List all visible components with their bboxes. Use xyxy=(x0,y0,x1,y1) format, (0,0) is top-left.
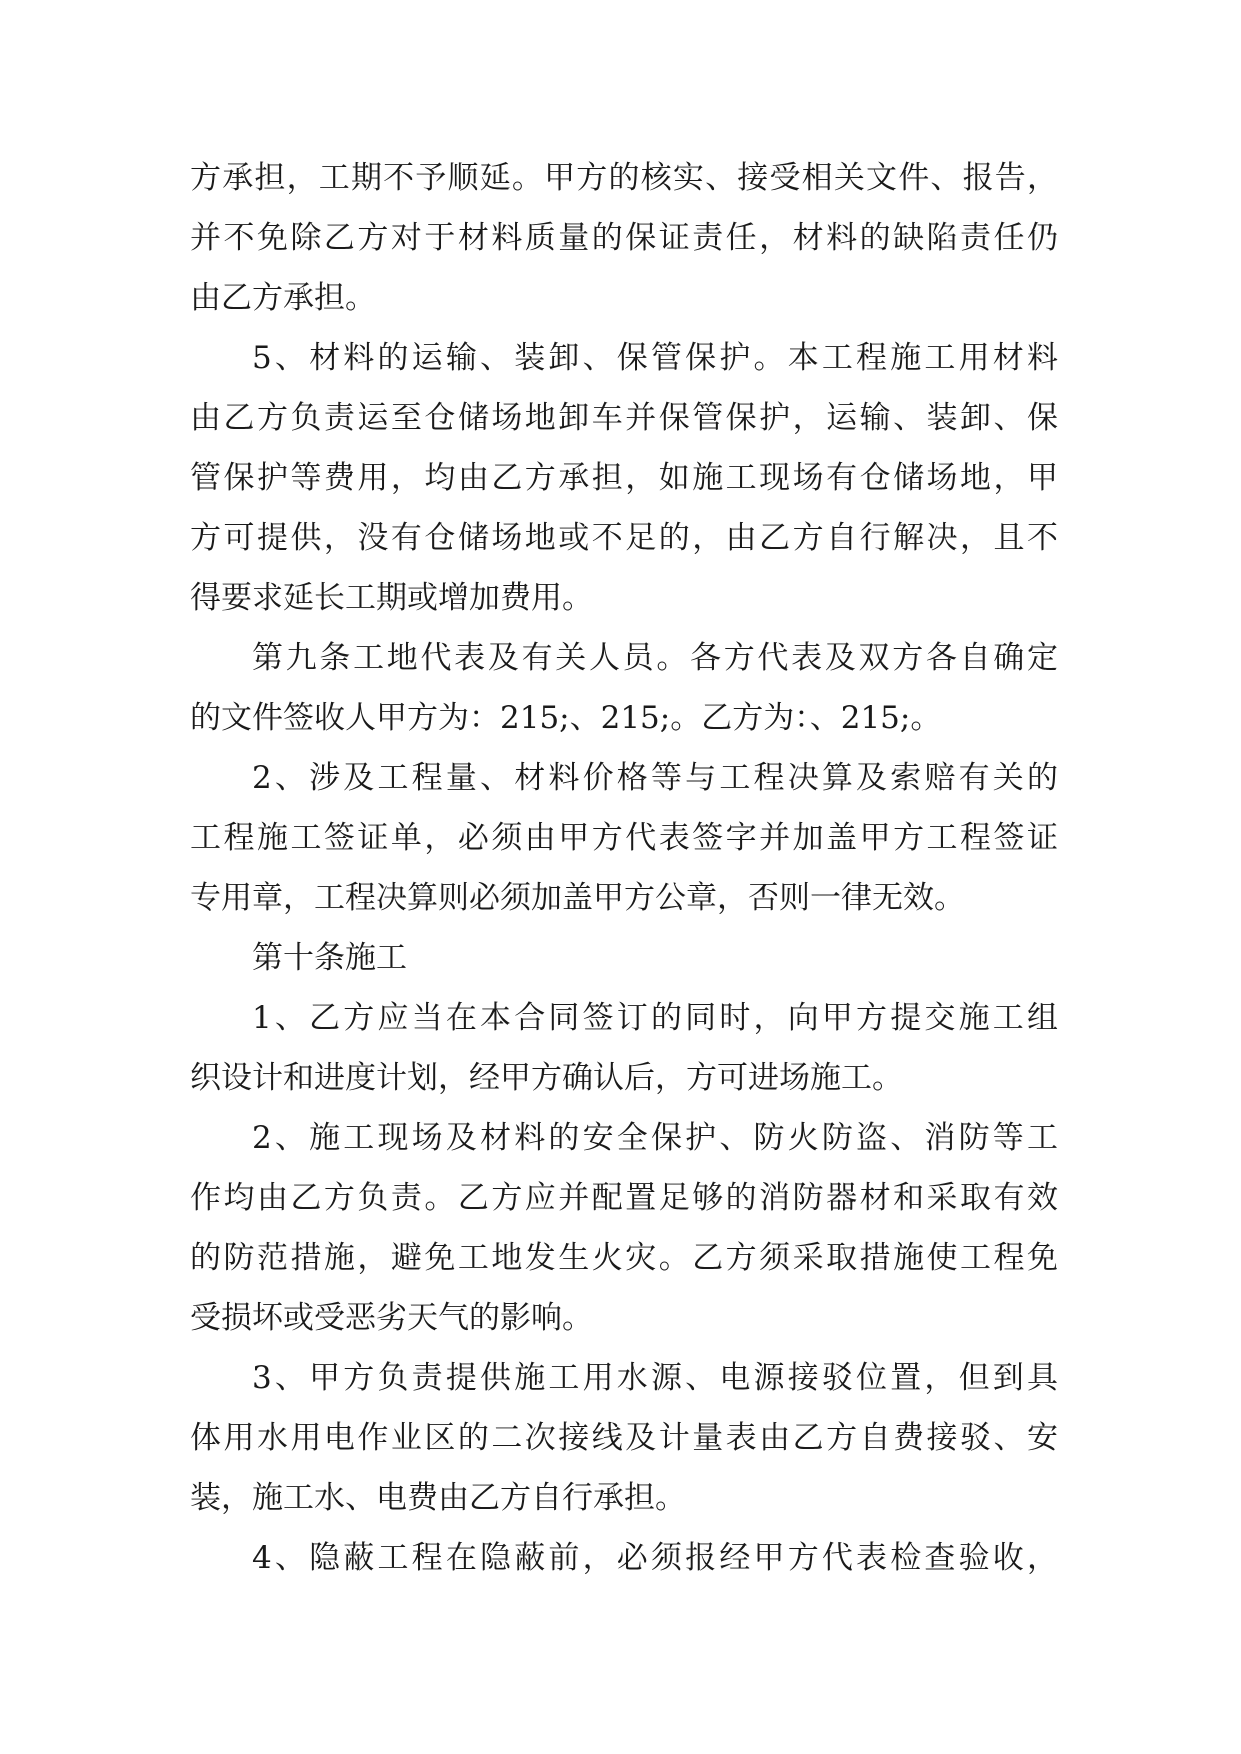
text-line: 工程施工签证单，必须由甲方代表签字并加盖甲方工程签证 xyxy=(190,820,1058,856)
text-line: 方可提供，没有仓储场地或不足的，由乙方自行解决，且不 xyxy=(190,520,1058,556)
text-line: 得要求延长工期或增加费用。 xyxy=(190,580,593,616)
text-line: 装，施工水、电费由乙方自行承担。 xyxy=(190,1480,686,1516)
paragraph-start-line: 2、施工现场及材料的安全保护、防火防盗、消防等工 xyxy=(252,1120,1058,1156)
text-line: 并不免除乙方对于材料质量的保证责任，材料的缺陷责任仍 xyxy=(190,220,1058,256)
contract-body xyxy=(190,148,1058,1588)
text-line: 方承担，工期不予顺延。甲方的核实、接受相关文件、报告， xyxy=(190,160,1058,196)
text-line: 受损坏或受恶劣天气的影响。 xyxy=(190,1300,593,1336)
section-heading: 第十条施工 xyxy=(252,940,407,976)
paragraph-start-line: 1、乙方应当在本合同签订的同时，向甲方提交施工组 xyxy=(252,1000,1058,1036)
text-line: 管保护等费用，均由乙方承担，如施工现场有仓储场地，甲 xyxy=(190,460,1058,496)
paragraph-start-line: 5、材料的运输、装卸、保管保护。本工程施工用材料 xyxy=(252,340,1058,376)
text-line: 由乙方负责运至仓储场地卸车并保管保护，运输、装卸、保 xyxy=(190,400,1058,436)
paragraph-start-line: 第九条工地代表及有关人员。各方代表及双方各自确定 xyxy=(252,640,1058,676)
text-line: 的防范措施，避免工地发生火灾。乙方须采取措施使工程免 xyxy=(190,1240,1058,1276)
text-line: 作均由乙方负责。乙方应并配置足够的消防器材和采取有效 xyxy=(190,1180,1058,1216)
text-line: 织设计和进度计划，经甲方确认后，方可进场施工。 xyxy=(190,1060,903,1096)
text-line: 由乙方承担。 xyxy=(190,280,376,316)
text-line: 的文件签收人甲方为：215;、215;。乙方为：、215;。 xyxy=(190,700,942,736)
paragraph-start-line: 4、隐蔽工程在隐蔽前，必须报经甲方代表检查验收， xyxy=(252,1540,1058,1576)
text-line: 体用水用电作业区的二次接线及计量表由乙方自费接驳、安 xyxy=(190,1420,1058,1456)
text-line: 专用章，工程决算则必须加盖甲方公章，否则一律无效。 xyxy=(190,880,965,916)
paragraph-start-line: 3、甲方负责提供施工用水源、电源接驳位置，但到具 xyxy=(252,1360,1058,1396)
paragraph-start-line: 2、涉及工程量、材料价格等与工程决算及索赔有关的 xyxy=(252,760,1058,796)
